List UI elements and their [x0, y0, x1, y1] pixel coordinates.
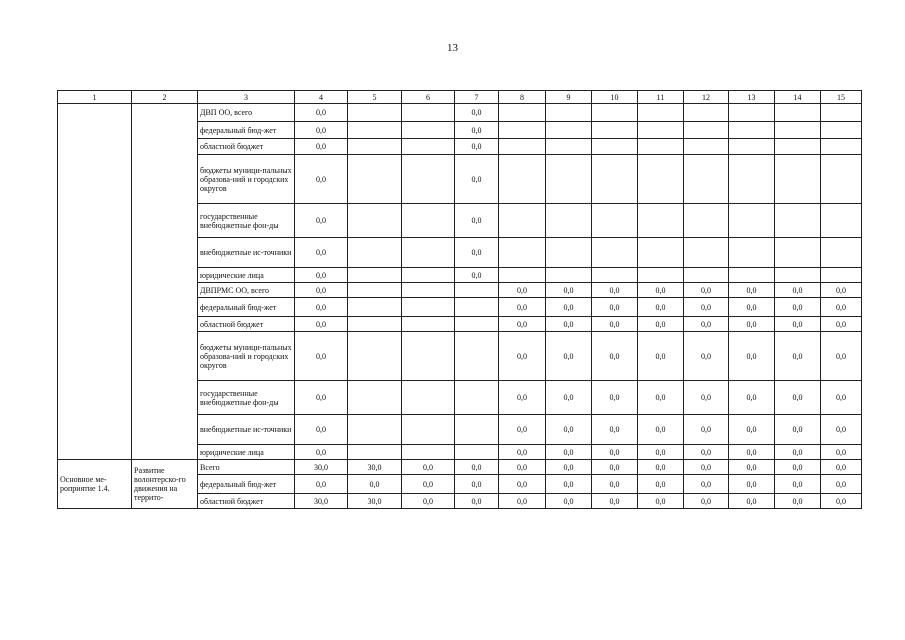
- value-cell: 0,0: [729, 494, 775, 509]
- value-cell: 0,0: [821, 332, 862, 381]
- value-cell: [821, 268, 862, 283]
- value-cell: [546, 155, 592, 204]
- value-cell: [821, 122, 862, 139]
- value-cell: [348, 298, 402, 317]
- value-cell: [684, 155, 729, 204]
- column-number: 15: [821, 91, 862, 104]
- value-cell: 0,0: [499, 381, 546, 415]
- value-cell: 0,0: [775, 283, 821, 298]
- value-cell: 0,0: [592, 283, 638, 298]
- value-cell: 0,0: [821, 317, 862, 332]
- value-cell: 0,0: [684, 298, 729, 317]
- value-cell: [592, 139, 638, 155]
- value-cell: 0,0: [729, 317, 775, 332]
- page-number: 13: [447, 42, 458, 54]
- value-cell: 0,0: [638, 460, 684, 475]
- value-cell: 0,0: [295, 155, 348, 204]
- value-cell: 30,0: [295, 460, 348, 475]
- value-cell: [775, 122, 821, 139]
- value-cell: [402, 445, 455, 460]
- value-cell: 0,0: [775, 415, 821, 445]
- value-cell: [729, 155, 775, 204]
- value-cell: 0,0: [295, 475, 348, 494]
- funding-source-label: областной бюджет: [198, 317, 295, 332]
- value-cell: 0,0: [592, 460, 638, 475]
- value-cell: 0,0: [729, 283, 775, 298]
- value-cell: [402, 122, 455, 139]
- value-cell: 0,0: [592, 415, 638, 445]
- table-row: [58, 104, 862, 122]
- value-cell: 0,0: [546, 415, 592, 445]
- value-cell: [729, 204, 775, 238]
- value-cell: [348, 139, 402, 155]
- value-cell: 0,0: [684, 381, 729, 415]
- value-cell: 0,0: [638, 494, 684, 509]
- value-cell: 0,0: [775, 494, 821, 509]
- value-cell: [402, 283, 455, 298]
- value-cell: 0,0: [592, 494, 638, 509]
- value-cell: 0,0: [729, 332, 775, 381]
- value-cell: [499, 155, 546, 204]
- value-cell: [499, 238, 546, 268]
- value-cell: [402, 204, 455, 238]
- value-cell: [455, 381, 499, 415]
- funding-source-label: ДВП ОО, всего: [198, 104, 295, 122]
- value-cell: [348, 122, 402, 139]
- funding-source-label: бюджеты муници-пальных образова-ний и городских округов: [198, 332, 295, 381]
- value-cell: 0,0: [729, 445, 775, 460]
- value-cell: 0,0: [684, 317, 729, 332]
- value-cell: 0,0: [455, 238, 499, 268]
- funding-source-label: Всего: [198, 460, 295, 475]
- value-cell: [499, 268, 546, 283]
- value-cell: [348, 155, 402, 204]
- funding-source-label: областной бюджет: [198, 139, 295, 155]
- value-cell: 0,0: [295, 283, 348, 298]
- value-cell: 0,0: [729, 475, 775, 494]
- value-cell: 0,0: [499, 317, 546, 332]
- value-cell: [455, 415, 499, 445]
- value-cell: 0,0: [455, 155, 499, 204]
- value-cell: 0,0: [684, 460, 729, 475]
- value-cell: 0,0: [821, 494, 862, 509]
- value-cell: 0,0: [729, 415, 775, 445]
- funding-source-label: бюджеты муници-пальных образова-ний и городских округов: [198, 155, 295, 204]
- column-number: 1: [58, 91, 132, 104]
- value-cell: 0,0: [499, 298, 546, 317]
- value-cell: 0,0: [295, 298, 348, 317]
- value-cell: 0,0: [775, 332, 821, 381]
- value-cell: 0,0: [455, 204, 499, 238]
- value-cell: 0,0: [775, 475, 821, 494]
- value-cell: [402, 268, 455, 283]
- value-cell: 0,0: [821, 475, 862, 494]
- value-cell: [546, 104, 592, 122]
- value-cell: [546, 268, 592, 283]
- value-cell: 0,0: [684, 332, 729, 381]
- value-cell: [455, 298, 499, 317]
- budget-table: [57, 90, 862, 509]
- activity-title: Основное ме-роприятие 1.4.: [58, 460, 132, 509]
- value-cell: 0,0: [546, 298, 592, 317]
- value-cell: 0,0: [455, 139, 499, 155]
- value-cell: [729, 139, 775, 155]
- value-cell: 0,0: [295, 238, 348, 268]
- value-cell: 0,0: [455, 494, 499, 509]
- value-cell: [729, 122, 775, 139]
- value-cell: 0,0: [455, 104, 499, 122]
- value-cell: [455, 283, 499, 298]
- funding-source-label: государственные внебюджетные фон-ды: [198, 381, 295, 415]
- column-number: 4: [295, 91, 348, 104]
- value-cell: [638, 268, 684, 283]
- value-cell: 0,0: [775, 381, 821, 415]
- value-cell: [684, 104, 729, 122]
- value-cell: 0,0: [729, 381, 775, 415]
- value-cell: [638, 155, 684, 204]
- value-cell: [546, 122, 592, 139]
- value-cell: [775, 104, 821, 122]
- table-row: [58, 460, 862, 475]
- value-cell: [775, 139, 821, 155]
- value-cell: [821, 139, 862, 155]
- funding-source-label: федеральный бюд-жет: [198, 475, 295, 494]
- value-cell: 0,0: [775, 460, 821, 475]
- column-number: 14: [775, 91, 821, 104]
- value-cell: [402, 104, 455, 122]
- value-cell: 0,0: [684, 475, 729, 494]
- value-cell: 0,0: [295, 104, 348, 122]
- funding-source-label: внебюджетные ис-точники: [198, 415, 295, 445]
- value-cell: [348, 283, 402, 298]
- value-cell: [592, 155, 638, 204]
- value-cell: 0,0: [295, 381, 348, 415]
- value-cell: [729, 268, 775, 283]
- value-cell: [348, 415, 402, 445]
- funding-source-label: юридические лица: [198, 445, 295, 460]
- value-cell: 0,0: [348, 475, 402, 494]
- value-cell: 0,0: [821, 460, 862, 475]
- funding-source-label: федеральный бюд-жет: [198, 298, 295, 317]
- value-cell: 0,0: [499, 494, 546, 509]
- value-cell: [684, 204, 729, 238]
- value-cell: 0,0: [499, 475, 546, 494]
- value-cell: 0,0: [499, 415, 546, 445]
- value-cell: [775, 155, 821, 204]
- value-cell: [402, 381, 455, 415]
- value-cell: [402, 238, 455, 268]
- value-cell: 0,0: [546, 475, 592, 494]
- value-cell: 0,0: [638, 332, 684, 381]
- funding-source-label: внебюджетные ис-точники: [198, 238, 295, 268]
- value-cell: 30,0: [348, 460, 402, 475]
- value-cell: 0,0: [638, 298, 684, 317]
- value-cell: 0,0: [592, 381, 638, 415]
- activity-description: Развитие волонтерско-го движения на террито-: [132, 460, 198, 509]
- value-cell: [684, 139, 729, 155]
- column-number: 3: [198, 91, 295, 104]
- value-cell: [821, 155, 862, 204]
- value-cell: [638, 238, 684, 268]
- value-cell: 0,0: [821, 415, 862, 445]
- value-cell: 0,0: [546, 332, 592, 381]
- value-cell: [546, 204, 592, 238]
- value-cell: [821, 104, 862, 122]
- value-cell: 0,0: [455, 268, 499, 283]
- value-cell: 0,0: [295, 415, 348, 445]
- value-cell: 0,0: [499, 332, 546, 381]
- column-number: 7: [455, 91, 499, 104]
- value-cell: 0,0: [295, 122, 348, 139]
- funding-source-label: ДВПРМС ОО, всего: [198, 283, 295, 298]
- value-cell: 0,0: [638, 381, 684, 415]
- value-cell: [821, 238, 862, 268]
- value-cell: [684, 238, 729, 268]
- value-cell: 0,0: [295, 139, 348, 155]
- value-cell: 0,0: [729, 460, 775, 475]
- value-cell: [546, 238, 592, 268]
- value-cell: [348, 445, 402, 460]
- value-cell: [592, 238, 638, 268]
- value-cell: 0,0: [775, 298, 821, 317]
- value-cell: 0,0: [638, 317, 684, 332]
- value-cell: [348, 268, 402, 283]
- column-number: 11: [638, 91, 684, 104]
- value-cell: 0,0: [546, 460, 592, 475]
- value-cell: [402, 298, 455, 317]
- value-cell: 0,0: [684, 283, 729, 298]
- value-cell: 0,0: [684, 494, 729, 509]
- value-cell: [348, 332, 402, 381]
- value-cell: 0,0: [592, 332, 638, 381]
- value-cell: [638, 139, 684, 155]
- value-cell: 0,0: [455, 475, 499, 494]
- value-cell: [684, 122, 729, 139]
- value-cell: 0,0: [499, 445, 546, 460]
- value-cell: [348, 381, 402, 415]
- value-cell: [402, 317, 455, 332]
- column-number: 13: [729, 91, 775, 104]
- value-cell: [592, 268, 638, 283]
- value-cell: [775, 204, 821, 238]
- value-cell: [402, 139, 455, 155]
- value-cell: [684, 268, 729, 283]
- value-cell: 0,0: [684, 445, 729, 460]
- value-cell: [455, 445, 499, 460]
- value-cell: [348, 104, 402, 122]
- value-cell: 0,0: [775, 317, 821, 332]
- value-cell: 30,0: [348, 494, 402, 509]
- value-cell: [638, 204, 684, 238]
- column-number: 8: [499, 91, 546, 104]
- value-cell: 0,0: [402, 494, 455, 509]
- value-cell: [638, 122, 684, 139]
- value-cell: [499, 204, 546, 238]
- value-cell: 0,0: [455, 460, 499, 475]
- value-cell: [592, 122, 638, 139]
- funding-source-label: областной бюджет: [198, 494, 295, 509]
- value-cell: 0,0: [546, 283, 592, 298]
- value-cell: 30,0: [295, 494, 348, 509]
- value-cell: 0,0: [295, 317, 348, 332]
- value-cell: [348, 317, 402, 332]
- value-cell: 0,0: [592, 475, 638, 494]
- value-cell: [775, 268, 821, 283]
- value-cell: 0,0: [821, 445, 862, 460]
- value-cell: 0,0: [592, 317, 638, 332]
- value-cell: 0,0: [546, 381, 592, 415]
- value-cell: 0,0: [638, 415, 684, 445]
- value-cell: 0,0: [592, 298, 638, 317]
- value-cell: [455, 317, 499, 332]
- column-number-row: [58, 91, 862, 104]
- value-cell: [348, 238, 402, 268]
- funding-source-label: федеральный бюд-жет: [198, 122, 295, 139]
- column-number: 12: [684, 91, 729, 104]
- column-number: 6: [402, 91, 455, 104]
- value-cell: 0,0: [402, 475, 455, 494]
- value-cell: [499, 139, 546, 155]
- column-number: 2: [132, 91, 198, 104]
- column-number: 9: [546, 91, 592, 104]
- value-cell: 0,0: [455, 122, 499, 139]
- value-cell: 0,0: [684, 415, 729, 445]
- value-cell: 0,0: [295, 268, 348, 283]
- value-cell: 0,0: [499, 460, 546, 475]
- value-cell: [821, 204, 862, 238]
- value-cell: 0,0: [821, 298, 862, 317]
- value-cell: [775, 238, 821, 268]
- value-cell: 0,0: [638, 445, 684, 460]
- value-cell: [499, 104, 546, 122]
- value-cell: [638, 104, 684, 122]
- value-cell: 0,0: [592, 445, 638, 460]
- value-cell: [592, 204, 638, 238]
- funding-source-label: юридические лица: [198, 268, 295, 283]
- value-cell: [402, 332, 455, 381]
- value-cell: 0,0: [295, 332, 348, 381]
- value-cell: [592, 104, 638, 122]
- activity-cell-blank: [58, 104, 132, 460]
- value-cell: [729, 238, 775, 268]
- column-number: 5: [348, 91, 402, 104]
- value-cell: [729, 104, 775, 122]
- value-cell: [348, 204, 402, 238]
- value-cell: 0,0: [499, 283, 546, 298]
- funding-source-label: государственные внебюджетные фон-ды: [198, 204, 295, 238]
- value-cell: [455, 332, 499, 381]
- value-cell: 0,0: [821, 381, 862, 415]
- value-cell: [402, 155, 455, 204]
- value-cell: [499, 122, 546, 139]
- value-cell: 0,0: [546, 445, 592, 460]
- description-cell-blank: [132, 104, 198, 460]
- value-cell: 0,0: [546, 317, 592, 332]
- value-cell: 0,0: [402, 460, 455, 475]
- value-cell: 0,0: [546, 494, 592, 509]
- value-cell: 0,0: [729, 298, 775, 317]
- value-cell: 0,0: [638, 283, 684, 298]
- value-cell: 0,0: [638, 475, 684, 494]
- value-cell: [546, 139, 592, 155]
- value-cell: 0,0: [295, 445, 348, 460]
- column-number: 10: [592, 91, 638, 104]
- value-cell: 0,0: [295, 204, 348, 238]
- value-cell: 0,0: [821, 283, 862, 298]
- value-cell: 0,0: [775, 445, 821, 460]
- value-cell: [402, 415, 455, 445]
